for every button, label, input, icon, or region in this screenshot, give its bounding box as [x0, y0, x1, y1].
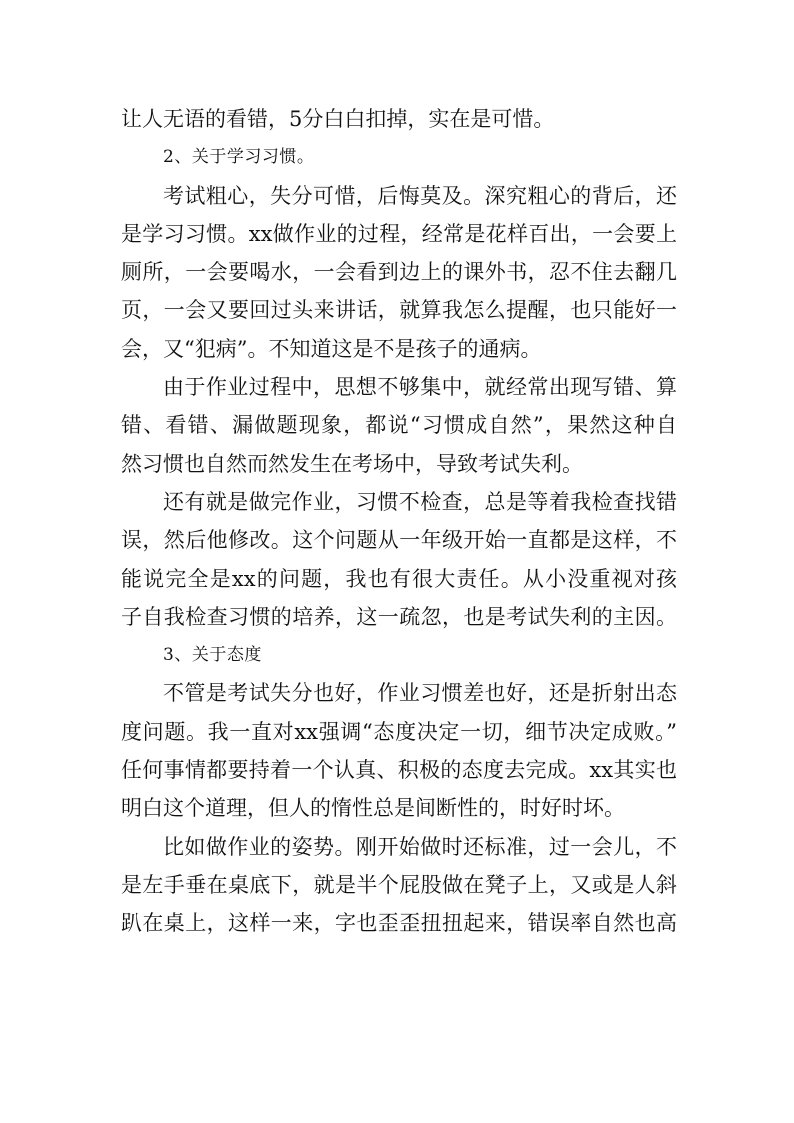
section-heading-study-habits: 2、关于学习习惯。 — [163, 147, 315, 168]
paragraph-line: 错、看错、漏做题现象，都说“习惯成自然”，果然这种自 — [121, 413, 677, 438]
paragraph-line: 是左手垂在桌底下，就是半个屁股做在凳子上，又或是人斜 — [121, 872, 677, 897]
paragraph-line: 由于作业过程中，思想不够集中，就经常出现写错、算 — [163, 375, 677, 400]
paragraph-line: 还有就是做完作业，习惯不检查，总是等着我检查找错 — [163, 489, 677, 514]
paragraph-line: 是学习习惯。xx做作业的过程，经常是花样百出，一会要上 — [121, 221, 677, 246]
paragraph-line: 明白这个道理，但人的惰性总是间断性的，时好时坏。 — [121, 796, 625, 821]
paragraph-line: 页，一会又要回过头来讲话，就算我怎么提醒，也只能好一 — [121, 298, 677, 323]
paragraph-line: 趴在桌上，这样一来，字也歪歪扭扭起来，错误率自然也高 — [121, 911, 677, 936]
paragraph-line: 不管是考试失分也好，作业习惯差也好，还是折射出态 — [163, 681, 677, 706]
paragraph-line: 厕所，一会要喝水，一会看到边上的课外书，忍不住去翻几 — [121, 260, 677, 285]
paragraph-line: 会，又“犯病”。不知道这是不是孩子的通病。 — [121, 336, 542, 361]
paragraph-line: 能说完全是xx的问题，我也有很大责任。从小没重视对孩 — [121, 566, 677, 591]
paragraph-line: 然习惯也自然而然发生在考场中，导致考试失利。 — [121, 451, 583, 476]
paragraph-line: 子自我检查习惯的培养，这一疏忽，也是考试失利的主因。 — [121, 604, 677, 629]
paragraph-line: 比如做作业的姿势。刚开始做时还标准，过一会儿，不 — [163, 834, 677, 859]
paragraph-line: 误，然后他修改。这个问题从一年级开始一直都是这样，不 — [121, 528, 677, 553]
paragraph-line: 任何事情都要持着一个认真、积极的态度去完成。xx其实也 — [121, 758, 677, 783]
section-heading-attitude: 3、关于态度 — [163, 645, 262, 666]
paragraph-line: 度问题。我一直对xx强调“态度决定一切，细节决定成败。” — [121, 719, 677, 744]
paragraph-line: 考试粗心，失分可惜，后悔莫及。深究粗心的背后，还 — [163, 183, 677, 208]
document-body — [121, 100, 677, 943]
paragraph-line: 让人无语的看错，5分白白扣掉，实在是可惜。 — [121, 107, 555, 131]
